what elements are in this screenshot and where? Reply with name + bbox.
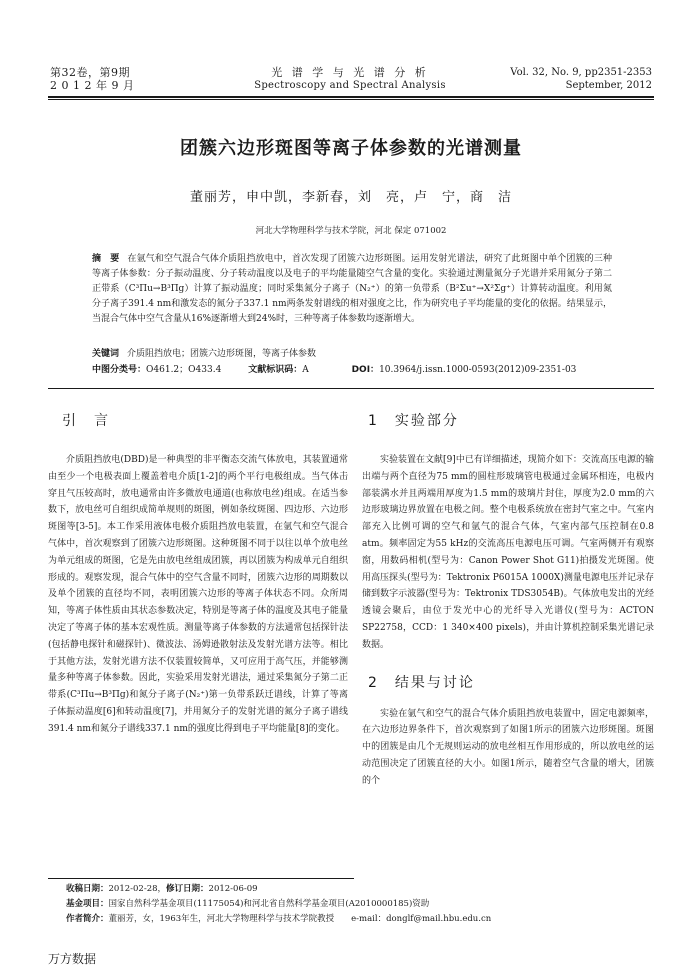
header-rule-thin: [48, 99, 654, 100]
clc-value: O461.2；O433.4: [146, 365, 222, 375]
keywords: [92, 346, 612, 362]
journal-volume-info: [50, 66, 210, 92]
intro-heading: 引 言: [62, 413, 110, 429]
abstract: [92, 252, 612, 327]
received-date: 2012-02-28，: [108, 884, 167, 894]
section1-body: [362, 452, 654, 654]
doc-code-value: A: [302, 365, 309, 375]
clc-label: 中图分类号：: [92, 365, 147, 375]
author-bio-line: [66, 912, 656, 927]
revised-date: 2012-06-09: [208, 884, 258, 894]
section2-body: [362, 706, 654, 790]
section2-paragraph: 实验在氩气和空气的混合气体介质阻挡放电装置中，固定电源频率，在六边形边界条件下，首次观察到了如图1所示的团簇六边形斑图。斑图中的团簇是由几个无规则运动的放电丝相互作用形成的，所以放电丝的运动范围决定了团簇直径的大小。如图1所示，随着空气含量的增大，团簇的个: [362, 708, 654, 786]
doc-code-label: 文献标识码：: [248, 365, 303, 375]
abstract-text: 在氩气和空气混合气体介质阻挡放电中，首次发现了团簇六边形斑图。运用发射光谱法，研究了此斑图中单个团簇的三种等离子体参数：分子振动温度、分子转动温度以及电子的平均能量随空气含量的变化。实验通过测量氮分子光谱并采用氮分子第二正带系（C³Πu→B³Πg）计算了振动温度；同时采集氮分子离子（N₂⁺）的第一负带系（B²Σu⁺→X²Σg⁺）计算转动温度。利用氮分子离子391.4 nm和激发态的氮分子337.1 nm两条发射谱线的相对强度之比，作为研究电子平均能量的变化的依据。结果显示，当混合气体中空气含量从16%逐渐增大到24%时，三种等离子体参数均逐渐增大。: [92, 254, 612, 324]
abstract-label: 摘 要: [92, 254, 120, 264]
footnote-rule: [48, 878, 354, 879]
right-column: [362, 410, 654, 790]
fund-text: 国家自然科学基金项目(11175054)和河北省自然科学基金项目(A2010000185)资助: [108, 899, 430, 909]
section1-heading: 1 实验部分: [368, 413, 459, 429]
doi-value: 10.3964/j.issn.1000-0593(2012)09-2351-03: [379, 365, 577, 375]
section1-paragraph: 实验装置在文献[9]中已有详细描述，现简介如下：交流高压电源的输出端与两个直径为75 mm的圆柱形玻璃管电极通过金属环相连，电极内部装满水并且两端用厚度为1.5 mm的玻璃片封住，厚度为2.0 mm的六边形玻璃边界放置在电极之间。整个电极系统放在密封气室之中。气室内部充入比例可调的空气和氩气的混合气体，气室内部气压控制在0.8 atm。频率固定为55 kHz的交流高压电源电压可调。气室两侧开有观察窗，用数码相机(型号为：Canon Power Shot G11)拍摄发光斑图。使用高压探头(型号为：Tektronix P6015A 1000X)测量电源电压并记录存储到数字示波器(型号为：Tektronix TDS3054B)。气体放电发出的光经透镜会聚后，由位于发光中心的光纤导入光谱仪(型号为：ACTON SP22758，CCD：1 340×400 pixels)，并由计算机控制采集光谱记录数据。: [362, 455, 654, 650]
intro-paragraph: 介质阻挡放电(DBD)是一种典型的非平衡态交流气体放电，其装置通常由至少一个电极表面上覆盖着电介质[1-2]的两个平行电极组成。当气体击穿且气压较高时，放电通常由许多微放电通道(也称放电丝)组成。在适当参数下，放电丝可自组织成简单规则的斑图，例如条纹斑图、四边形、六边形斑图等[3-5]。本工作采用液体电极介质阻挡放电装置，在氩气和空气混合气体中，首次观察到了团簇六边形斑图。这种斑图不同于以往以单个放电丝为单元组成的斑图，它是先由放电丝组成团簇，再以团簇为构成单元自组织形成的。观察发现，混合气体中的空气含量不同时，团簇六边形的周期数以及单个团簇的直径均不同，表明团簇六边形的等离子体状态不同。众所周知，等离子体性质由其状态参数决定，特别是等离子体的温度及其电子能量决定了等离子体的基本宏观性质。测量等离子体参数的方法通常包括探针法(包括静电探针和磁探针)、微波法、汤姆逊散射法及发射光谱方法等。相比于其他方法，发射光谱方法不仅装置较简单，又可应用于高气压，并能够测量多种等离子体参数。因此，实验采用发射光谱法，通过采集氮分子第二正带系(C³Πu→B³Πg)和氮分子离子(N₂⁺)第一负带系跃迁谱线，计算了等离子体振动温度[6]和转动温度[7]，并用氮分子的发射光谱的氮分子离子谱线391.4 nm和氮分子谱线337.1 nm的强度比得到电子平均能量[8]的变化。: [48, 455, 348, 734]
fund-label: 基金项目：: [66, 899, 109, 909]
footnotes: [66, 882, 656, 927]
section2-heading: 2 结果与讨论: [368, 674, 475, 691]
journal-pages-info: [480, 66, 652, 92]
author-bio-label: 作者简介：: [66, 914, 109, 924]
received-label: 收稿日期：: [66, 884, 109, 894]
journal-name-en: Spectroscopy and Spectral Analysis: [254, 80, 446, 91]
issue-month: September, 2012: [565, 80, 652, 91]
author-bio-text: 董丽芳，女，1963年生，河北大学物理科学与技术学院教授 e-mail：donglf@mail.hbu.edu.cn: [108, 914, 492, 924]
dates-line: [66, 882, 656, 897]
doi-label: DOI：: [351, 365, 380, 375]
affiliation: 河北大学物理科学与技术学院，河北 保定 071002: [255, 226, 447, 236]
watermark: 万方数据: [48, 952, 97, 966]
classification-line: [92, 362, 612, 378]
author-list: 董丽芳，申中凯，李新春，刘 亮，卢 宁，商 洁: [189, 190, 512, 205]
paper-title: 团簇六边形斑图等离子体参数的光谱测量: [180, 138, 522, 159]
publication-date: 2 0 1 2 年 9 月: [50, 79, 135, 92]
volume-issue: 第32卷，第9期: [50, 66, 130, 79]
journal-name: [210, 66, 490, 92]
keywords-label: 关键词: [92, 349, 120, 359]
header-rule: [48, 96, 654, 98]
abstract-rule: [48, 388, 654, 389]
left-column: [48, 410, 348, 738]
fund-line: [66, 897, 656, 912]
intro-body: [48, 452, 348, 738]
volume-pages: Vol. 32, No. 9, pp2351-2353: [510, 67, 652, 78]
journal-name-cn: 光 谱 学 与 光 谱 分 析: [271, 66, 429, 79]
revised-label: 修订日期：: [166, 884, 209, 894]
keywords-text: 介质阻挡放电；团簇六边形斑图，等离子体参数: [127, 349, 317, 359]
